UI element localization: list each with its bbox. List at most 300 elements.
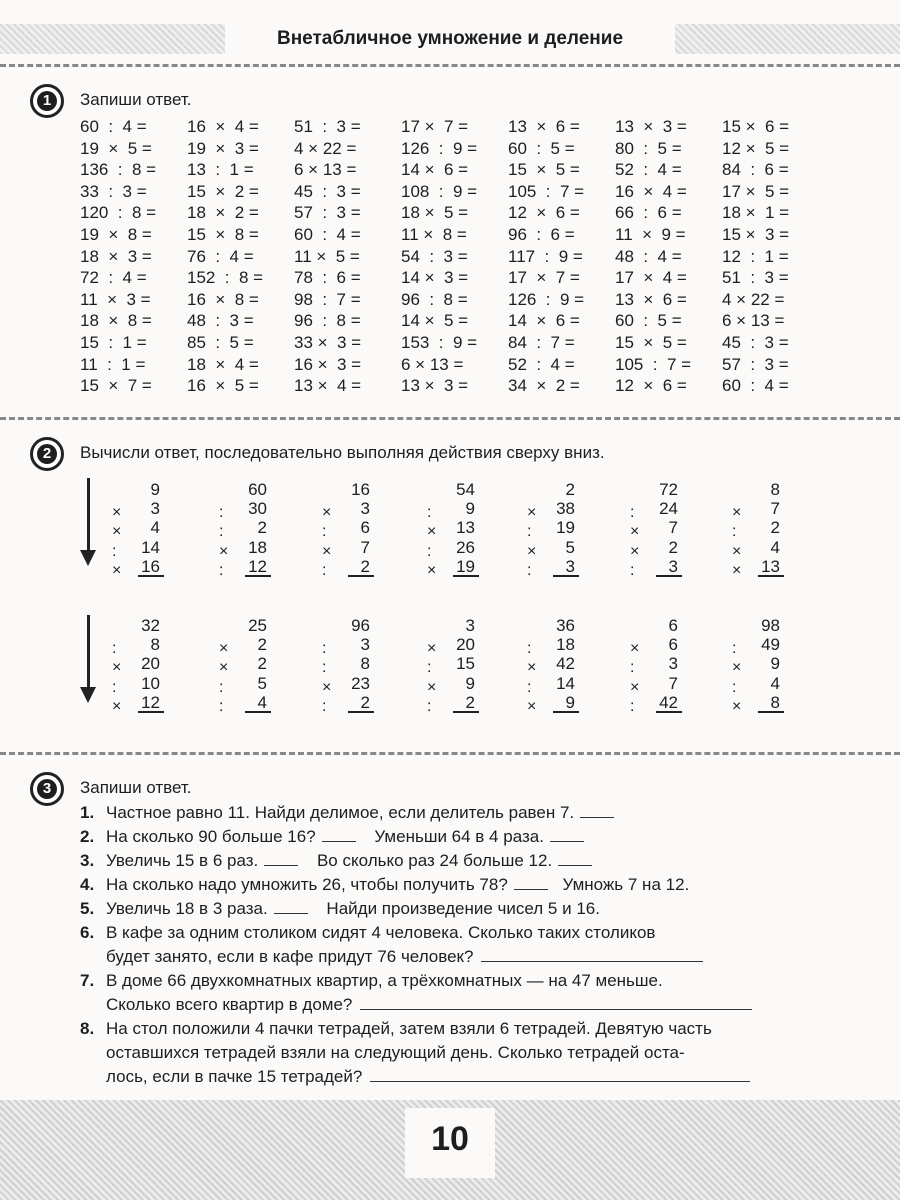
exercise-cell[interactable]: 12 × 6 = [615, 376, 687, 396]
problem-number: 2. [80, 827, 95, 846]
problem-6 [80, 921, 820, 969]
problem-text: Сколько всего квартир в доме? [106, 995, 353, 1014]
chain-value: 3 [360, 635, 370, 655]
chain-value: 9 [770, 654, 780, 674]
chain-value: 7 [668, 673, 678, 693]
answer-line[interactable] [348, 711, 374, 713]
chain-row [217, 537, 277, 560]
answer-line[interactable] [138, 575, 164, 577]
answer-line[interactable] [453, 711, 479, 713]
chain-operator: × [112, 659, 122, 677]
chain-operator: : [630, 504, 635, 522]
exercise-cell[interactable]: 72 : 4 = [80, 268, 147, 288]
task-1-exercise-grid [80, 116, 830, 397]
chain-row [320, 692, 380, 715]
problem-text: Уменьши 64 в 4 раза. [374, 827, 544, 846]
exercise-cell[interactable]: 108 : 9 = [401, 181, 478, 201]
exercise-row [80, 202, 830, 224]
exercise-cell[interactable]: 18 × 3 = [80, 246, 152, 266]
exercise-cell[interactable]: 12 × 5 = [722, 138, 790, 158]
chain-row [525, 480, 585, 499]
exercise-cell[interactable]: 19 × 3 = [187, 138, 259, 158]
exercise-cell[interactable]: 16 × 5 = [187, 376, 259, 396]
chain-value: 7 [770, 499, 780, 519]
answer-blank[interactable] [274, 899, 308, 914]
chain-row [730, 616, 790, 635]
exercise-cell[interactable]: 12 : 1 = [722, 246, 789, 266]
divider-2 [0, 752, 900, 755]
exercise-cell[interactable]: 85 : 5 = [187, 332, 254, 352]
chain-operator: : [112, 678, 117, 696]
exercise-cell[interactable]: 57 : 3 = [294, 203, 361, 223]
chain-operator: × [732, 659, 742, 677]
exercise-row [80, 267, 830, 289]
exercise-cell[interactable]: 18 × 5 = [401, 203, 469, 223]
chain-operator: × [630, 678, 640, 696]
chain-row [730, 518, 790, 541]
chain-operator: : [219, 523, 224, 541]
exercise-cell[interactable]: 16 × 4 = [615, 181, 687, 201]
chain-operator: × [427, 523, 437, 541]
exercise-cell[interactable]: 19 × 8 = [80, 224, 152, 244]
chain-value: 16 [141, 556, 160, 576]
chain-operator: × [112, 504, 122, 522]
exercise-cell[interactable]: 6 × 13 = [722, 311, 785, 331]
exercise-cell[interactable]: 15 × 5 = [615, 332, 687, 352]
chain-row [217, 654, 277, 677]
problem-number: 8. [80, 1019, 95, 1038]
chain-row [217, 480, 277, 499]
chain-row [730, 635, 790, 658]
chain-value: 4 [257, 692, 267, 712]
chain-row [110, 616, 170, 635]
chain-operator: × [427, 561, 437, 579]
chain-value: 6 [668, 616, 678, 635]
chain-row [217, 673, 277, 696]
exercise-cell[interactable]: 48 : 4 = [615, 246, 682, 266]
chain-operator: × [322, 542, 332, 560]
chain-operator: : [630, 561, 635, 579]
exercise-cell[interactable]: 11 : 1 = [80, 354, 146, 374]
chain-value: 3 [565, 556, 575, 576]
exercise-cell[interactable]: 11 × 3 = [80, 289, 151, 309]
calc-chain [110, 480, 170, 579]
exercise-cell[interactable]: 14 × 6 = [508, 311, 580, 331]
chain-value: 10 [141, 673, 160, 693]
down-arrow-icon [78, 615, 98, 703]
chain-operator: : [219, 504, 224, 522]
divider-top [0, 64, 900, 67]
problem-3 [80, 849, 820, 873]
chain-operator: × [322, 678, 332, 696]
chain-row [110, 537, 170, 560]
answer-blank[interactable] [322, 827, 356, 842]
chain-row [730, 654, 790, 677]
calc-chain [730, 480, 790, 579]
task-3-number-badge [30, 772, 64, 806]
exercise-cell[interactable]: 120 : 8 = [80, 203, 157, 223]
exercise-cell[interactable]: 17 × 5 = [722, 181, 790, 201]
problem-text: В кафе за одним столиком сидят 4 человека. Сколько таких столиков [106, 923, 656, 942]
task-1-number-badge [30, 84, 64, 118]
chain-value: 12 [141, 692, 160, 712]
exercise-cell[interactable]: 96 : 8 = [401, 289, 468, 309]
task-1-title: Запиши ответ. [80, 90, 192, 109]
chain-operator: × [732, 561, 742, 579]
chain-row [525, 499, 585, 522]
chain-operator: : [322, 697, 327, 715]
chain-row [217, 692, 277, 715]
exercise-cell[interactable]: 54 : 3 = [401, 246, 468, 266]
chain-value: 32 [141, 616, 160, 635]
answer-line[interactable] [360, 995, 752, 1010]
answer-line[interactable] [656, 575, 682, 577]
chain-row [425, 556, 485, 579]
exercise-cell[interactable]: 13 × 6 = [615, 289, 687, 309]
calc-chain [320, 616, 380, 715]
problem-text: Частное равно 11. Найди делимое, если делитель равен 7. [106, 803, 575, 822]
chain-value: 3 [150, 499, 160, 519]
answer-line[interactable] [481, 947, 703, 962]
exercise-cell[interactable]: 15 × 7 = [80, 376, 152, 396]
exercise-cell[interactable]: 18 × 4 = [187, 354, 259, 374]
exercise-cell[interactable]: 105 : 7 = [615, 354, 692, 374]
problem-text: Во сколько раз 24 больше 12. [316, 851, 553, 870]
chain-value: 2 [360, 692, 370, 712]
chain-value: 3 [668, 654, 678, 674]
chain-operator: : [527, 561, 532, 579]
chain-row [110, 673, 170, 696]
exercise-cell[interactable]: 96 : 6 = [508, 224, 575, 244]
chain-value: 26 [456, 537, 475, 557]
chain-row [628, 635, 688, 658]
problem-text: Найди произведение чисел 5 и 16. [326, 899, 600, 918]
chain-row [628, 616, 688, 635]
chain-row [730, 537, 790, 560]
chain-value: 2 [257, 654, 267, 674]
exercise-cell[interactable]: 16 × 4 = [187, 117, 259, 136]
answer-line[interactable] [656, 711, 682, 713]
chain-value: 25 [248, 616, 267, 635]
answer-line[interactable] [348, 575, 374, 577]
exercise-cell[interactable]: 33 × 3 = [294, 332, 362, 352]
answer-blank[interactable] [580, 803, 614, 818]
exercise-cell[interactable]: 117 : 9 = [508, 246, 583, 266]
problem-text: На сколько надо умножить 26, чтобы получить 78? [106, 875, 508, 894]
exercise-cell[interactable]: 45 : 3 = [722, 332, 789, 352]
chain-value: 19 [556, 518, 575, 538]
exercise-cell[interactable]: 60 : 4 = [722, 376, 789, 396]
exercise-cell[interactable]: 52 : 4 = [508, 354, 575, 374]
exercise-cell[interactable]: 17 × 7 = [508, 268, 580, 288]
answer-line[interactable] [758, 575, 784, 577]
problem-text: Умножь 7 на 12. [562, 875, 690, 894]
calc-chain [425, 616, 485, 715]
problem-number: 6. [80, 923, 95, 942]
exercise-cell[interactable]: 12 × 6 = [508, 203, 580, 223]
exercise-cell[interactable]: 78 : 6 = [294, 268, 361, 288]
chain-row [110, 635, 170, 658]
chain-row [628, 537, 688, 560]
exercise-cell[interactable]: 13 × 3 = [615, 117, 687, 136]
calc-chain [525, 480, 585, 579]
chain-operator: : [219, 678, 224, 696]
chain-row [320, 635, 380, 658]
exercise-cell[interactable]: 14 × 5 = [401, 311, 469, 331]
chain-row [730, 692, 790, 715]
chain-operator: × [732, 697, 742, 715]
chain-value: 20 [456, 635, 475, 655]
exercise-cell[interactable]: 16 × 3 = [294, 354, 362, 374]
exercise-cell[interactable]: 80 : 5 = [615, 138, 682, 158]
chain-row [320, 616, 380, 635]
chain-row [425, 635, 485, 658]
exercise-cell[interactable]: 15 × 5 = [508, 160, 580, 180]
exercise-cell[interactable]: 60 : 5 = [615, 311, 682, 331]
calc-chain [217, 480, 277, 579]
chain-operator: × [112, 561, 122, 579]
chain-value: 14 [556, 673, 575, 693]
chain-operator: × [630, 542, 640, 560]
task-3-number: 3 [37, 779, 57, 799]
exercise-cell[interactable]: 96 : 8 = [294, 311, 361, 331]
exercise-cell[interactable]: 48 : 3 = [187, 311, 254, 331]
chain-value: 5 [257, 673, 267, 693]
answer-blank[interactable] [264, 851, 298, 866]
chain-value: 54 [456, 480, 475, 499]
exercise-row [80, 246, 830, 268]
exercise-cell[interactable]: 51 : 3 = [294, 117, 361, 136]
problem-7 [80, 969, 820, 1017]
chain-row [525, 692, 585, 715]
chain-row [730, 499, 790, 522]
exercise-cell[interactable]: 15 × 8 = [187, 224, 259, 244]
exercise-cell[interactable]: 18 × 2 = [187, 203, 259, 223]
chain-operator: × [630, 523, 640, 541]
chain-row [425, 499, 485, 522]
exercise-cell[interactable]: 14 × 3 = [401, 268, 469, 288]
exercise-cell[interactable]: 18 × 8 = [80, 311, 152, 331]
chain-value: 6 [668, 635, 678, 655]
problem-text: лось, если в пачке 15 тетрадей? [106, 1067, 363, 1086]
exercise-cell[interactable]: 98 : 7 = [294, 289, 361, 309]
chain-row [320, 556, 380, 579]
problem-text: На стол положили 4 пачки тетрадей, затем взяли 6 тетрадей. Девятую часть [106, 1019, 712, 1038]
chain-row [525, 556, 585, 579]
page-number: 10 [431, 1120, 469, 1158]
exercise-cell[interactable]: 15 × 6 = [722, 117, 790, 136]
chain-operator: × [112, 523, 122, 541]
exercise-cell[interactable]: 14 × 6 = [401, 160, 469, 180]
exercise-cell[interactable]: 34 × 2 = [508, 376, 580, 396]
answer-blank[interactable] [558, 851, 592, 866]
chain-row [110, 654, 170, 677]
exercise-cell[interactable]: 57 : 3 = [722, 354, 789, 374]
chain-operator: × [527, 504, 537, 522]
chain-row [320, 518, 380, 541]
chain-value: 4 [150, 518, 160, 538]
chain-value: 8 [150, 635, 160, 655]
chain-operator: : [427, 504, 432, 522]
exercise-cell[interactable]: 84 : 6 = [722, 160, 789, 180]
calc-chain [425, 480, 485, 579]
problem-1 [80, 801, 820, 825]
exercise-row [80, 138, 830, 160]
problem-text: Увеличь 15 в 6 раз. [106, 851, 259, 870]
chain-value: 7 [360, 537, 370, 557]
exercise-cell[interactable]: 15 × 2 = [187, 181, 259, 201]
chain-operator: × [219, 640, 229, 658]
chain-value: 3 [668, 556, 678, 576]
exercise-cell[interactable]: 60 : 5 = [508, 138, 575, 158]
chain-value: 4 [770, 537, 780, 557]
page-header [0, 0, 900, 70]
chain-value: 18 [556, 635, 575, 655]
exercise-cell[interactable]: 13 × 6 = [508, 117, 580, 136]
down-arrow-icon [78, 478, 98, 566]
exercise-cell[interactable]: 16 × 8 = [187, 289, 259, 309]
exercise-cell[interactable]: 11 × 5 = [294, 246, 360, 266]
chain-operator: : [427, 659, 432, 677]
chain-value: 72 [659, 480, 678, 499]
problem-4 [80, 873, 820, 897]
exercise-cell[interactable]: 13 : 1 = [187, 160, 254, 180]
chain-operator: : [732, 678, 737, 696]
exercise-cell[interactable]: 4 × 22 = [722, 289, 785, 309]
chain-operator: × [732, 542, 742, 560]
problem-number: 3. [80, 851, 95, 870]
chain-row [110, 518, 170, 541]
chain-row [628, 499, 688, 522]
chain-operator: : [322, 561, 327, 579]
answer-blank[interactable] [514, 875, 548, 890]
problem-8 [80, 1017, 820, 1089]
exercise-cell[interactable]: 126 : 9 = [401, 138, 478, 158]
answer-line[interactable] [453, 575, 479, 577]
exercise-cell[interactable]: 45 : 3 = [294, 181, 361, 201]
exercise-cell[interactable]: 6 × 13 = [294, 160, 357, 180]
chain-row [525, 518, 585, 541]
exercise-cell[interactable]: 19 × 5 = [80, 138, 152, 158]
exercise-row [80, 289, 830, 311]
exercise-cell[interactable]: 76 : 4 = [187, 246, 254, 266]
chain-value: 4 [770, 673, 780, 693]
exercise-row [80, 224, 830, 246]
chain-value: 2 [257, 518, 267, 538]
exercise-cell[interactable]: 18 × 1 = [722, 203, 790, 223]
exercise-cell[interactable]: 60 : 4 = [294, 224, 361, 244]
chain-value: 2 [668, 537, 678, 557]
exercise-cell[interactable]: 126 : 9 = [508, 289, 585, 309]
answer-line[interactable] [138, 711, 164, 713]
exercise-cell[interactable]: 11 × 9 = [615, 224, 686, 244]
exercise-cell[interactable]: 17 × 7 = [401, 117, 469, 136]
exercise-cell[interactable]: 136 : 8 = [80, 160, 157, 180]
exercise-cell[interactable]: 6 × 13 = [401, 354, 464, 374]
problem-text: оставшихся тетрадей взяли на следующий день. Сколько тетрадей оста- [106, 1043, 685, 1062]
chain-value: 42 [556, 654, 575, 674]
exercise-cell[interactable]: 11 × 8 = [401, 224, 467, 244]
chain-row [525, 654, 585, 677]
chain-row [217, 518, 277, 541]
answer-line[interactable] [245, 711, 271, 713]
exercise-cell[interactable]: 152 : 8 = [187, 268, 264, 288]
chain-value: 19 [456, 556, 475, 576]
exercise-cell[interactable]: 52 : 4 = [615, 160, 682, 180]
calc-chain [217, 616, 277, 715]
chain-operator: × [630, 640, 640, 658]
exercise-cell[interactable]: 15 : 1 = [80, 332, 147, 352]
answer-line[interactable] [553, 711, 579, 713]
chain-value: 36 [556, 616, 575, 635]
chain-row [425, 616, 485, 635]
answer-line[interactable] [245, 575, 271, 577]
chain-value: 8 [770, 692, 780, 712]
chain-value: 13 [456, 518, 475, 538]
exercise-cell[interactable]: 105 : 7 = [508, 181, 585, 201]
problem-text: будет занято, если в кафе придут 76 человек? [106, 947, 474, 966]
chain-value: 9 [465, 673, 475, 693]
chain-value: 20 [141, 654, 160, 674]
chain-value: 60 [248, 480, 267, 499]
chain-value: 23 [351, 673, 370, 693]
exercise-cell[interactable]: 33 : 3 = [80, 181, 147, 201]
chain-row [730, 673, 790, 696]
chain-value: 5 [565, 537, 575, 557]
chain-row [320, 654, 380, 677]
chain-value: 13 [761, 556, 780, 576]
exercise-cell[interactable]: 4 × 22 = [294, 138, 357, 158]
chain-row [110, 480, 170, 499]
chain-operator: : [732, 640, 737, 658]
exercise-cell[interactable]: 51 : 3 = [722, 268, 789, 288]
chain-value: 3 [465, 616, 475, 635]
exercise-cell[interactable]: 66 : 6 = [615, 203, 682, 223]
answer-line[interactable] [553, 575, 579, 577]
problem-number: 4. [80, 875, 95, 894]
answer-blank[interactable] [550, 827, 584, 842]
task-3-title: Запиши ответ. [80, 778, 192, 797]
chain-row [628, 480, 688, 499]
chain-value: 49 [761, 635, 780, 655]
problem-text: На сколько 90 больше 16? [106, 827, 316, 846]
chain-operator: : [112, 542, 117, 560]
exercise-row [80, 310, 830, 332]
chain-row [525, 673, 585, 696]
exercise-cell[interactable]: 84 : 7 = [508, 332, 575, 352]
exercise-cell[interactable]: 153 : 9 = [401, 332, 478, 352]
exercise-cell[interactable]: 60 : 4 = [80, 117, 147, 136]
chain-value: 9 [150, 480, 160, 499]
divider-1 [0, 417, 900, 420]
exercise-cell[interactable]: 17 × 4 = [615, 268, 687, 288]
chain-value: 30 [248, 499, 267, 519]
chain-row [525, 635, 585, 658]
problem-number: 7. [80, 971, 95, 990]
chain-value: 24 [659, 499, 678, 519]
chain-row [217, 616, 277, 635]
answer-line[interactable] [370, 1067, 750, 1082]
chain-value: 2 [257, 635, 267, 655]
chain-value: 2 [565, 480, 575, 499]
chain-row [425, 518, 485, 541]
answer-line[interactable] [758, 711, 784, 713]
exercise-cell[interactable]: 15 × 3 = [722, 224, 790, 244]
chain-operator: : [219, 697, 224, 715]
exercise-cell[interactable]: 13 × 3 = [401, 376, 469, 396]
exercise-cell[interactable]: 13 × 4 = [294, 376, 362, 396]
chain-row [320, 537, 380, 560]
